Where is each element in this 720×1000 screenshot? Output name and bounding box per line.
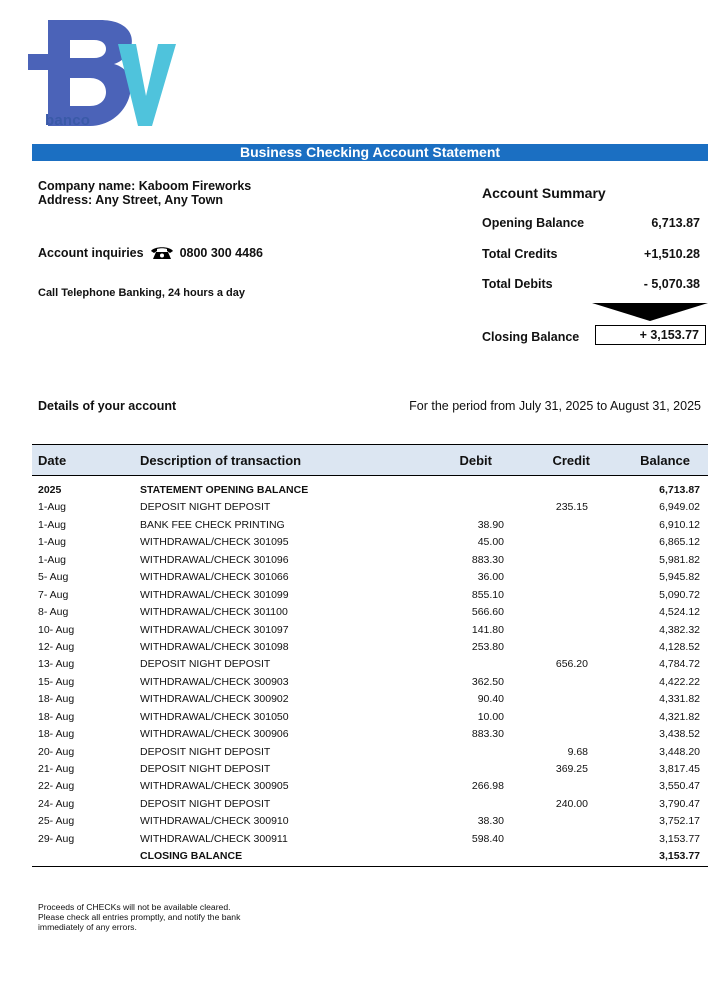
table-row xyxy=(32,831,708,848)
table-row xyxy=(32,622,708,639)
header-description: Description of transaction xyxy=(140,453,302,468)
total-credits-row xyxy=(482,247,700,261)
cell-description: WITHDRAWAL/CHECK 300902 xyxy=(140,693,289,706)
cell-debit: 253.80 xyxy=(471,640,504,653)
table-row xyxy=(32,848,708,865)
transactions-table xyxy=(32,444,708,866)
cell-balance: 3,817.45 xyxy=(659,763,700,775)
inquiries-label: Account inquiries xyxy=(38,246,144,260)
cell-balance: 3,153.77 xyxy=(659,832,700,845)
cell-description: WITHDRAWAL/CHECK 301097 xyxy=(140,623,289,636)
cell-balance: 3,438.52 xyxy=(659,728,700,741)
cell-debit: 38.30 xyxy=(477,815,504,828)
cell-balance: 6,949.02 xyxy=(659,501,700,514)
cell-balance: 5,945.82 xyxy=(659,571,700,584)
cell-balance: 3,448.20 xyxy=(659,745,700,758)
opening-balance-row xyxy=(482,216,700,230)
cell-balance: 4,422.22 xyxy=(659,675,700,688)
cell-date: 18- Aug xyxy=(38,693,75,706)
cell-credit: 656.20 xyxy=(555,658,588,671)
cell-date: 1-Aug xyxy=(38,553,67,566)
cell-balance: 6,910.12 xyxy=(659,518,700,531)
cell-balance: 4,784.72 xyxy=(659,658,700,671)
cell-debit: 566.60 xyxy=(471,606,504,619)
cell-description: WITHDRAWAL/CHECK 300903 xyxy=(140,675,289,688)
cell-description: WITHDRAWAL/CHECK 300905 xyxy=(140,780,289,793)
cell-description: WITHDRAWAL/CHECK 300910 xyxy=(140,815,289,828)
cell-description: WITHDRAWAL/CHECK 301095 xyxy=(140,536,289,549)
cell-balance: 4,321.82 xyxy=(659,710,700,723)
cell-description: WITHDRAWAL/CHECK 301096 xyxy=(140,553,289,566)
cell-debit: 883.30 xyxy=(471,553,504,566)
table-bottom-rule xyxy=(32,866,708,867)
header-balance: Balance xyxy=(640,453,690,468)
cell-debit: 38.90 xyxy=(477,518,504,531)
cell-description: DEPOSIT NIGHT DEPOSIT xyxy=(140,501,271,514)
company-info xyxy=(38,179,251,207)
table-row xyxy=(32,517,708,534)
cell-debit: 266.98 xyxy=(471,780,504,793)
cell-balance: 3,153.77 xyxy=(659,850,700,863)
opening-balance-value: 6,713.87 xyxy=(651,216,700,230)
table-row xyxy=(32,656,708,673)
total-debits-row xyxy=(482,277,700,291)
cell-date: 10- Aug xyxy=(38,623,75,636)
cell-date: 7- Aug xyxy=(38,588,69,601)
cell-description: WITHDRAWAL/CHECK 301066 xyxy=(140,571,289,584)
cell-balance: 5,090.72 xyxy=(659,588,700,601)
cell-balance: 3,752.17 xyxy=(659,815,700,828)
cell-date: 20- Aug xyxy=(38,745,75,758)
cell-debit: 855.10 xyxy=(471,588,504,601)
table-row xyxy=(32,674,708,691)
cell-description: WITHDRAWAL/CHECK 300906 xyxy=(140,728,289,741)
table-row xyxy=(32,482,708,499)
total-credits-value: +1,510.28 xyxy=(644,247,700,261)
table-row xyxy=(32,778,708,795)
cell-date: 21- Aug xyxy=(38,763,75,775)
cell-balance: 6,713.87 xyxy=(659,484,700,496)
table-row xyxy=(32,569,708,586)
cell-description: DEPOSIT NIGHT DEPOSIT xyxy=(140,745,271,758)
closing-balance-value: + 3,153.77 xyxy=(595,325,706,345)
table-row xyxy=(32,796,708,813)
table-row xyxy=(32,499,708,516)
statement-title: Business Checking Account Statement xyxy=(32,144,708,161)
total-debits-value: - 5,070.38 xyxy=(643,277,700,291)
account-inquiries xyxy=(38,246,263,260)
cell-description: WITHDRAWAL/CHECK 301098 xyxy=(140,640,289,653)
table-row xyxy=(32,709,708,726)
statement-period: For the period from July 31, 2025 to August 31, 2025 xyxy=(409,399,701,413)
cell-description: WITHDRAWAL/CHECK 301050 xyxy=(140,710,289,723)
header-debit: Debit xyxy=(459,453,492,468)
cell-date: 18- Aug xyxy=(38,728,75,741)
cell-date: 5- Aug xyxy=(38,571,69,584)
cell-credit: 240.00 xyxy=(555,797,588,810)
cell-date: 24- Aug xyxy=(38,797,75,810)
table-row xyxy=(32,552,708,569)
cell-date: 29- Aug xyxy=(38,832,75,845)
cell-description: DEPOSIT NIGHT DEPOSIT xyxy=(140,763,271,775)
table-row xyxy=(32,761,708,778)
cell-balance: 6,865.12 xyxy=(659,536,700,549)
cell-date: 13- Aug xyxy=(38,658,75,671)
opening-balance-label: Opening Balance xyxy=(482,216,585,230)
cell-date: 1-Aug xyxy=(38,536,67,549)
cell-debit: 883.30 xyxy=(471,728,504,741)
cell-date: 12- Aug xyxy=(38,640,75,653)
cell-description: STATEMENT OPENING BALANCE xyxy=(140,484,309,496)
cell-date: 25- Aug xyxy=(38,815,75,828)
cell-debit: 45.00 xyxy=(477,536,504,549)
total-debits-label: Total Debits xyxy=(482,277,553,291)
table-row xyxy=(32,691,708,708)
table-row xyxy=(32,813,708,830)
company-name: Company name: Kaboom Fireworks xyxy=(38,179,252,193)
cell-date: 15- Aug xyxy=(38,675,75,688)
cell-balance: 4,382.32 xyxy=(659,623,700,636)
cell-description: CLOSING BALANCE xyxy=(140,850,243,863)
table-row xyxy=(32,639,708,656)
cell-description: BANK FEE CHECK PRINTING xyxy=(140,518,285,531)
closing-balance-label: Closing Balance xyxy=(482,330,580,344)
cell-balance: 4,128.52 xyxy=(659,640,700,653)
cell-date: 1-Aug xyxy=(38,518,67,531)
header-date: Date xyxy=(38,453,67,468)
table-row xyxy=(32,744,708,761)
telephone-icon xyxy=(150,246,174,260)
total-credits-label: Total Credits xyxy=(482,247,558,261)
table-row xyxy=(32,587,708,604)
cell-debit: 598.40 xyxy=(471,832,504,845)
cell-balance: 3,550.47 xyxy=(659,780,700,793)
phone-number: 0800 300 4486 xyxy=(179,246,263,260)
account-summary-title: Account Summary xyxy=(482,185,606,201)
table-body xyxy=(32,476,708,866)
cell-date: 1-Aug xyxy=(38,501,67,514)
table-row xyxy=(32,726,708,743)
cell-balance: 3,790.47 xyxy=(659,797,700,810)
cell-date: 8- Aug xyxy=(38,606,69,619)
cell-description: WITHDRAWAL/CHECK 300911 xyxy=(140,832,288,845)
footnote: Proceeds of CHECKs will not be available cleared. Please check all entries promptly, and notify the bank immediately of any errors. xyxy=(38,902,241,932)
telephone-banking-note: Call Telephone Banking, 24 hours a day xyxy=(38,287,246,299)
table-header xyxy=(32,444,708,476)
cell-date: 18- Aug xyxy=(38,710,75,723)
cell-debit: 141.80 xyxy=(471,623,504,636)
cell-description: WITHDRAWAL/CHECK 301099 xyxy=(140,588,289,601)
table-row xyxy=(32,604,708,621)
cell-credit: 9.68 xyxy=(567,745,588,758)
cell-debit: 10.00 xyxy=(477,710,504,723)
cell-balance: 5,981.82 xyxy=(659,553,700,566)
account-details-label: Details of your account xyxy=(38,399,177,413)
table-row xyxy=(32,534,708,551)
cell-description: DEPOSIT NIGHT DEPOSIT xyxy=(140,797,271,810)
header-credit: Credit xyxy=(552,453,590,468)
cell-debit: 36.00 xyxy=(477,571,504,584)
cell-date: 2025 xyxy=(38,484,62,496)
cell-date: 22- Aug xyxy=(38,780,75,793)
down-arrow-icon xyxy=(592,303,708,321)
cell-balance: 4,331.82 xyxy=(659,693,700,706)
cell-credit: 235.15 xyxy=(555,501,588,514)
cell-description: DEPOSIT NIGHT DEPOSIT xyxy=(140,658,271,671)
logo-text: banco xyxy=(45,112,91,129)
cell-credit: 369.25 xyxy=(555,763,588,775)
cell-balance: 4,524.12 xyxy=(659,606,700,619)
cell-debit: 362.50 xyxy=(471,675,504,688)
company-address: Address: Any Street, Any Town xyxy=(38,193,223,207)
cell-debit: 90.40 xyxy=(477,693,504,706)
cell-description: WITHDRAWAL/CHECK 301100 xyxy=(140,606,288,619)
